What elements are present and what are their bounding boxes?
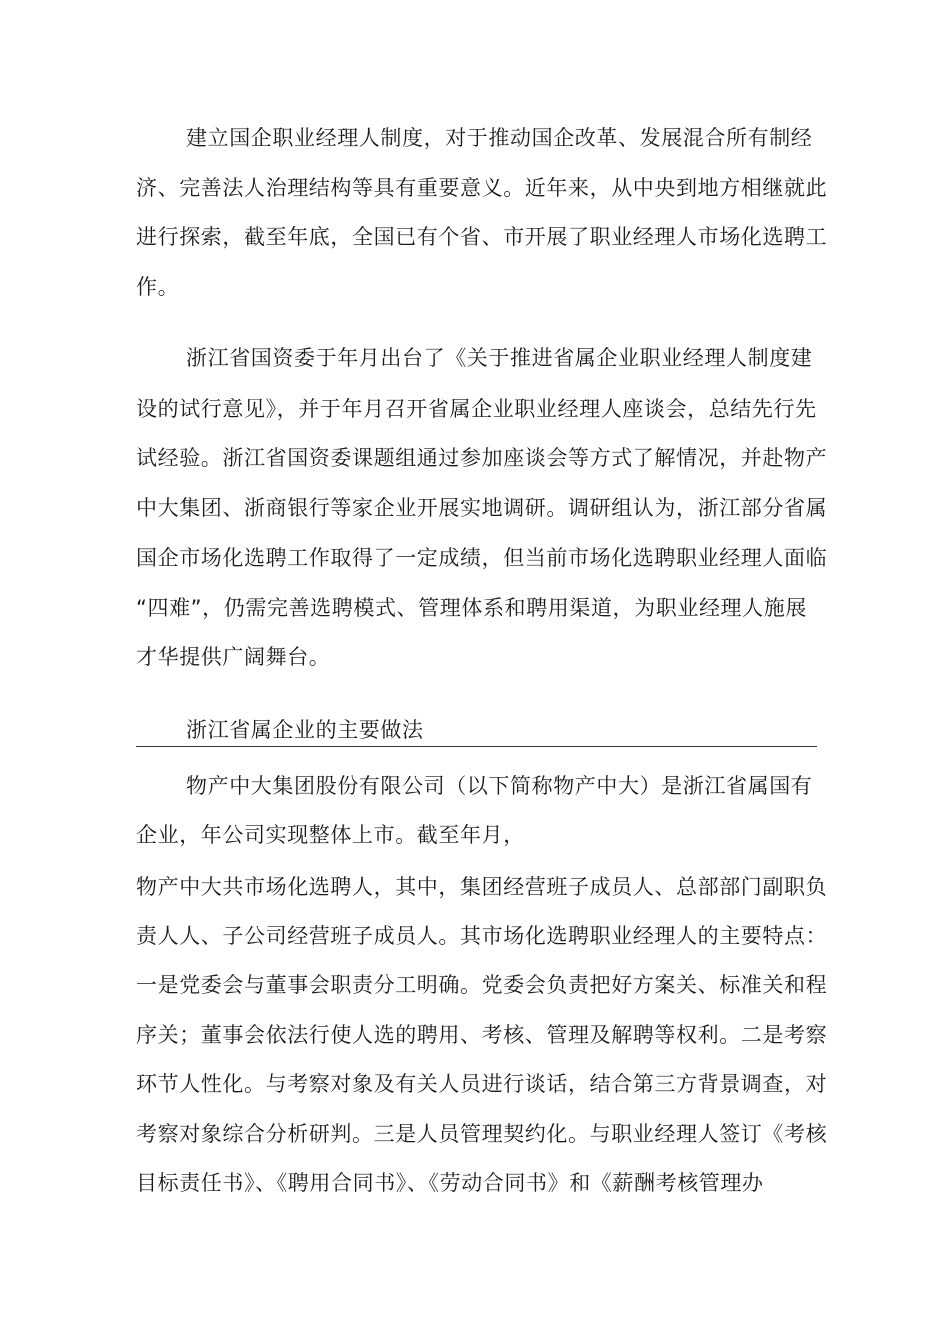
paragraph-3-line-3: 物产中大共市场化选聘人，其中，集团经营班子成员人、总部部门副职负	[136, 875, 828, 899]
paragraph-3-line-6: 序关；董事会依法行使人选的聘用、考核、管理及解聘等权利。二是考察	[136, 1023, 828, 1047]
paragraph-1-line-2: 济、完善法人治理结构等具有重要意义。近年来，从中央到地方相继就此	[136, 176, 828, 200]
paragraph-1-line-3: 进行探索，截至年底，全国已有个省、市开展了职业经理人市场化选聘工	[136, 225, 828, 249]
section-heading: 浙江省属企业的主要做法	[186, 718, 424, 742]
paragraph-2-line-2: 设的试行意见》，并于年月召开省属企业职业经理人座谈会，总结先行先	[136, 397, 817, 421]
paragraph-2-line-3: 试经验。浙江省国资委课题组通过参加座谈会等方式了解情况，并赴物产	[136, 446, 828, 470]
paragraph-2-line-1: 浙江省国资委于年月出台了《关于推进省属企业职业经理人制度建	[186, 346, 813, 370]
paragraph-3-line-7: 环节人性化。与考察对象及有关人员进行谈话，结合第三方背景调查，对	[136, 1072, 828, 1096]
paragraph-3-line-9: 目标责任书》、《聘用合同书》、《劳动合同书》和《薪酬考核管理办	[136, 1171, 764, 1195]
paragraph-1-line-4: 作。	[136, 275, 180, 299]
paragraph-3-line-2: 企业，年公司实现整体上市。截至年月，	[136, 823, 525, 847]
paragraph-2-line-7: 才华提供广阔舞台。	[136, 645, 331, 669]
paragraph-1-line-1: 建立国企职业经理人制度，对于推动国企改革、发展混合所有制经	[186, 126, 813, 150]
paragraph-2-line-6: “四难”，仍需完善选聘模式、管理体系和聘用渠道，为职业经理人施展	[136, 596, 807, 620]
section-divider	[136, 746, 817, 747]
paragraph-3-line-4: 责人人、子公司经营班子成员人。其市场化选聘职业经理人的主要特点：	[136, 924, 828, 948]
paragraph-3-line-8: 考察对象综合分析研判。三是人员管理契约化。与职业经理人签订《考核	[136, 1122, 828, 1146]
paragraph-2-line-5: 国企市场化选聘工作取得了一定成绩，但当前市场化选聘职业经理人面临	[136, 546, 828, 570]
paragraph-3-line-5: 一是党委会与董事会职责分工明确。党委会负责把好方案关、标准关和程	[136, 973, 828, 997]
paragraph-3-line-1: 物产中大集团股份有限公司（以下简称物产中大）是浙江省属国有	[186, 774, 813, 798]
paragraph-2-line-4: 中大集团、浙商银行等家企业开展实地调研。调研组认为，浙江部分省属	[136, 496, 828, 520]
